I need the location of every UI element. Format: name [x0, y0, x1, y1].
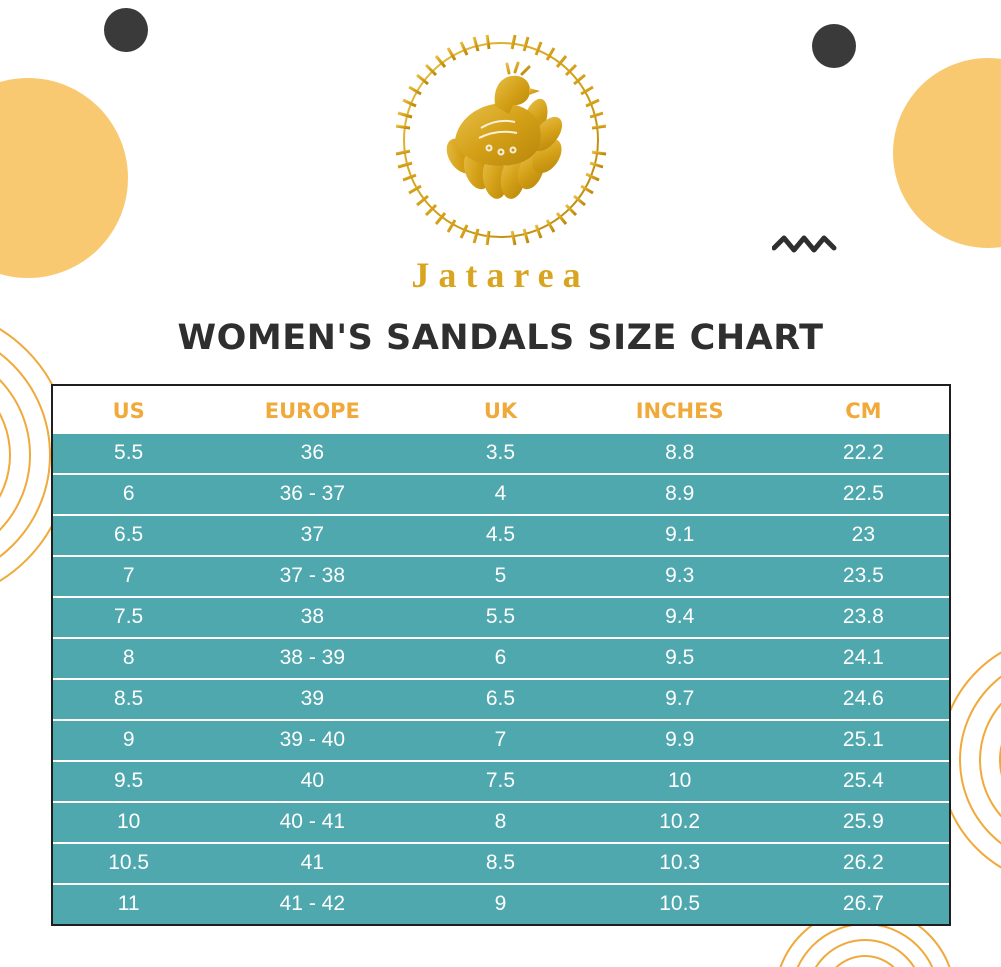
cell-europe: 41 — [205, 843, 420, 884]
cell-europe: 36 — [205, 434, 420, 474]
cell-europe: 40 — [205, 761, 420, 802]
table-row — [53, 884, 949, 924]
cell-us: 7 — [53, 556, 205, 597]
cell-us: 8 — [53, 638, 205, 679]
cell-us: 10 — [53, 802, 205, 843]
cell-uk: 9 — [420, 884, 581, 924]
table-row — [53, 720, 949, 761]
cell-us: 6 — [53, 474, 205, 515]
cell-cm: 22.2 — [778, 434, 948, 474]
peacock-medallion-logo-icon — [389, 28, 613, 252]
cell-europe: 41 - 42 — [205, 884, 420, 924]
cell-cm: 22.5 — [778, 474, 948, 515]
cell-us: 9.5 — [53, 761, 205, 802]
cell-inches: 9.5 — [581, 638, 778, 679]
size-chart-table — [53, 386, 949, 924]
column-header-us: US — [53, 386, 205, 434]
brand-logo — [389, 28, 613, 252]
column-header-europe: EUROPE — [205, 386, 420, 434]
cell-inches: 9.3 — [581, 556, 778, 597]
cell-us: 10.5 — [53, 843, 205, 884]
cell-europe: 38 — [205, 597, 420, 638]
table-row — [53, 515, 949, 556]
cell-inches: 9.9 — [581, 720, 778, 761]
cell-europe: 36 - 37 — [205, 474, 420, 515]
cell-cm: 25.9 — [778, 802, 948, 843]
cell-uk: 7.5 — [420, 761, 581, 802]
cell-europe: 38 - 39 — [205, 638, 420, 679]
table-row — [53, 843, 949, 884]
cell-uk: 8.5 — [420, 843, 581, 884]
cell-uk: 3.5 — [420, 434, 581, 474]
column-header-inches: INCHES — [581, 386, 778, 434]
cell-europe: 37 - 38 — [205, 556, 420, 597]
cell-inches: 9.1 — [581, 515, 778, 556]
cell-cm: 23.8 — [778, 597, 948, 638]
column-header-uk: UK — [420, 386, 581, 434]
cell-cm: 23 — [778, 515, 948, 556]
table-header-row — [53, 386, 949, 434]
table-row — [53, 761, 949, 802]
table-row — [53, 802, 949, 843]
size-chart-table-container — [51, 384, 951, 926]
cell-cm: 26.2 — [778, 843, 948, 884]
cell-europe: 39 — [205, 679, 420, 720]
table-row — [53, 434, 949, 474]
cell-cm: 24.6 — [778, 679, 948, 720]
cell-uk: 4.5 — [420, 515, 581, 556]
table-row — [53, 556, 949, 597]
cell-cm: 26.7 — [778, 884, 948, 924]
cell-cm: 24.1 — [778, 638, 948, 679]
cell-europe: 37 — [205, 515, 420, 556]
cell-uk: 8 — [420, 802, 581, 843]
table-row — [53, 679, 949, 720]
cell-inches: 9.4 — [581, 597, 778, 638]
cell-europe: 39 - 40 — [205, 720, 420, 761]
cell-cm: 23.5 — [778, 556, 948, 597]
cell-europe: 40 - 41 — [205, 802, 420, 843]
cell-us: 7.5 — [53, 597, 205, 638]
cell-inches: 10.2 — [581, 802, 778, 843]
page-title: WOMEN'S SANDALS SIZE CHART — [177, 318, 824, 358]
table-row — [53, 597, 949, 638]
table-body — [53, 434, 949, 924]
cell-uk: 6 — [420, 638, 581, 679]
cell-us: 9 — [53, 720, 205, 761]
cell-uk: 7 — [420, 720, 581, 761]
cell-cm: 25.4 — [778, 761, 948, 802]
cell-inches: 8.9 — [581, 474, 778, 515]
cell-inches: 8.8 — [581, 434, 778, 474]
table-row — [53, 638, 949, 679]
table-row — [53, 474, 949, 515]
cell-uk: 6.5 — [420, 679, 581, 720]
cell-us: 6.5 — [53, 515, 205, 556]
table-header — [53, 386, 949, 434]
cell-inches: 10.5 — [581, 884, 778, 924]
brand-name: Jatarea — [411, 255, 590, 295]
column-header-cm: CM — [778, 386, 948, 434]
cell-uk: 5 — [420, 556, 581, 597]
cell-inches: 10 — [581, 761, 778, 802]
header — [0, 0, 1001, 358]
cell-inches: 10.3 — [581, 843, 778, 884]
cell-uk: 5.5 — [420, 597, 581, 638]
cell-us: 11 — [53, 884, 205, 924]
cell-inches: 9.7 — [581, 679, 778, 720]
cell-us: 8.5 — [53, 679, 205, 720]
cell-us: 5.5 — [53, 434, 205, 474]
cell-uk: 4 — [420, 474, 581, 515]
cell-cm: 25.1 — [778, 720, 948, 761]
